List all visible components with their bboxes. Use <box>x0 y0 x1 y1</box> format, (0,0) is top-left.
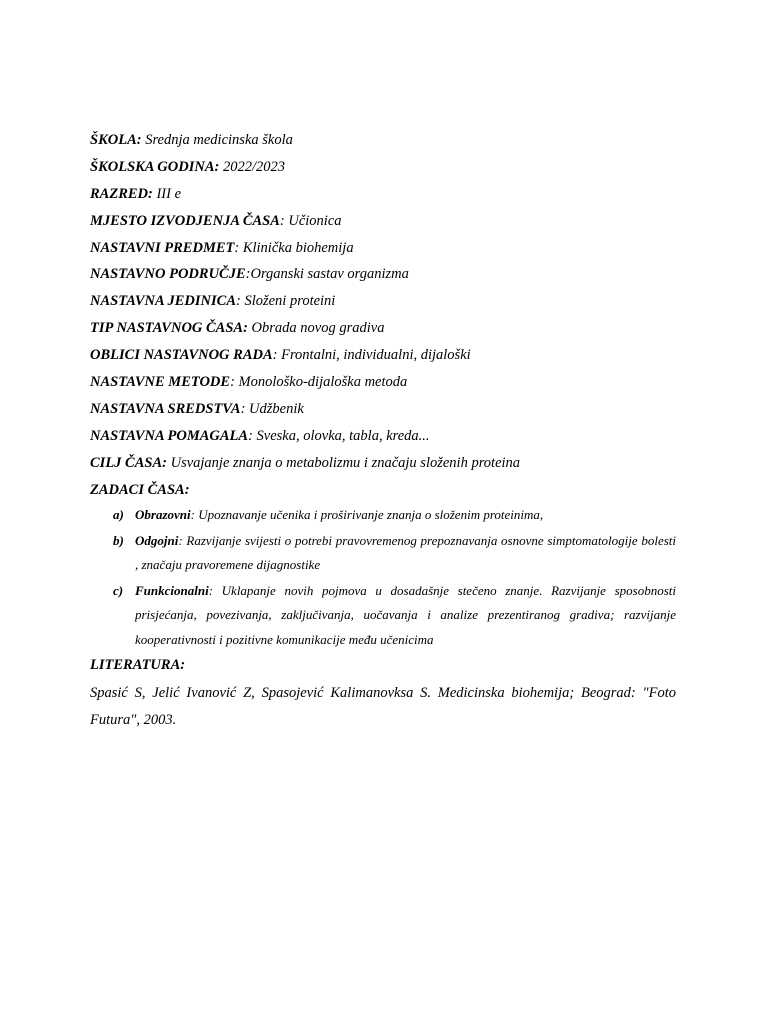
field-value: : Klinička biohemija <box>234 239 354 256</box>
field-label: NASTAVNA POMAGALA <box>90 427 249 444</box>
field-value: III e <box>152 185 182 202</box>
task-label: Funkcionalni <box>135 582 209 598</box>
lesson-type-field <box>90 319 676 337</box>
task-label: Odgojni <box>135 532 179 548</box>
field-label: NASTAVNE METODE <box>90 374 231 391</box>
teaching-methods-field <box>90 373 676 391</box>
task-text: : Uklapanje novih pojmova u dosadašnje stečeno znanje. Razvijanje sposobnosti prisjećanja, povezivanja, zaključivanja, uočavanja i analize prezentiranog gradiva; razvijanje kooperativnosti i pozitivne komunikacije među učenicima <box>135 582 676 647</box>
task-text: : Razvijanje svijesti o potrebi pravovremenog prepoznavanja osnovne simptomatologije bolesti , značaju pravoremene dijagnostike <box>135 532 676 573</box>
field-label: TIP NASTAVNOG ČASA: <box>90 320 248 337</box>
field-label: NASTAVNO PODRUČJE <box>90 266 246 283</box>
field-label: CILJ ČASA: <box>90 454 167 471</box>
list-item <box>90 503 676 528</box>
field-value: : Frontalni, individualni, dijaloški <box>272 347 471 364</box>
field-label: ŠKOLA: <box>90 132 142 148</box>
field-value: : Učionica <box>279 212 342 229</box>
teaching-aids-field <box>90 427 676 445</box>
field-value: 2022/2023 <box>219 158 285 175</box>
field-label: NASTAVNA SREDSTVA <box>90 400 241 417</box>
teaching-resources-field <box>90 400 676 418</box>
field-value: : Monološko-dijaloška metoda <box>230 374 408 391</box>
task-text: : Upoznavanje učenika i proširivanje znanja o složenim proteinima, <box>190 507 544 523</box>
field-value: :Organski sastav organizma <box>245 266 409 283</box>
lesson-location-field <box>90 212 676 230</box>
field-value: Srednja medicinska škola <box>141 132 293 148</box>
field-label: MJESTO IZVODJENJA ČASA <box>90 212 280 229</box>
field-label: NASTAVNI PREDMET <box>90 239 235 256</box>
field-value: : Sveska, olovka, tabla, kreda... <box>248 427 430 444</box>
task-label: Obrazovni <box>135 507 191 523</box>
literature-reference: Spasić S, Jelić Ivanović Z, Spasojević Kalimanovksa S. Medicinska biohemija; Beograd: "Foto Futura", 2003. <box>90 685 676 729</box>
field-label: ŠKOLSKA GODINA: <box>90 158 220 175</box>
teaching-area-field <box>90 265 676 283</box>
field-label: RAZRED: <box>90 185 153 202</box>
teaching-unit-field <box>90 292 676 310</box>
list-marker: b) <box>113 532 124 548</box>
list-item <box>90 579 676 653</box>
teaching-forms-field <box>90 346 676 364</box>
field-label: OBLICI NASTAVNOG RADA <box>90 347 273 364</box>
literature-heading: LITERATURA: <box>90 657 186 674</box>
field-value: : Udžbenik <box>240 400 304 417</box>
field-label: ZADACI ČASA: <box>90 481 190 498</box>
school-field <box>90 131 676 149</box>
field-label: NASTAVNA JEDINICA <box>90 293 236 310</box>
field-value: Obrada novog gradiva <box>247 320 385 337</box>
list-item <box>90 529 676 578</box>
lesson-tasks-list <box>90 503 676 652</box>
field-value: Usvajanje znanja o metabolizmu i značaju složenih proteina <box>166 454 521 471</box>
list-marker: c) <box>113 582 124 598</box>
subject-field <box>90 239 676 257</box>
school-year-field <box>90 158 676 176</box>
lesson-plan-document <box>90 131 676 734</box>
lesson-tasks-heading <box>90 481 676 499</box>
lesson-goal-field <box>90 454 676 472</box>
class-field <box>90 185 676 203</box>
list-marker: a) <box>113 507 124 523</box>
field-value: : Složeni proteini <box>236 293 336 310</box>
